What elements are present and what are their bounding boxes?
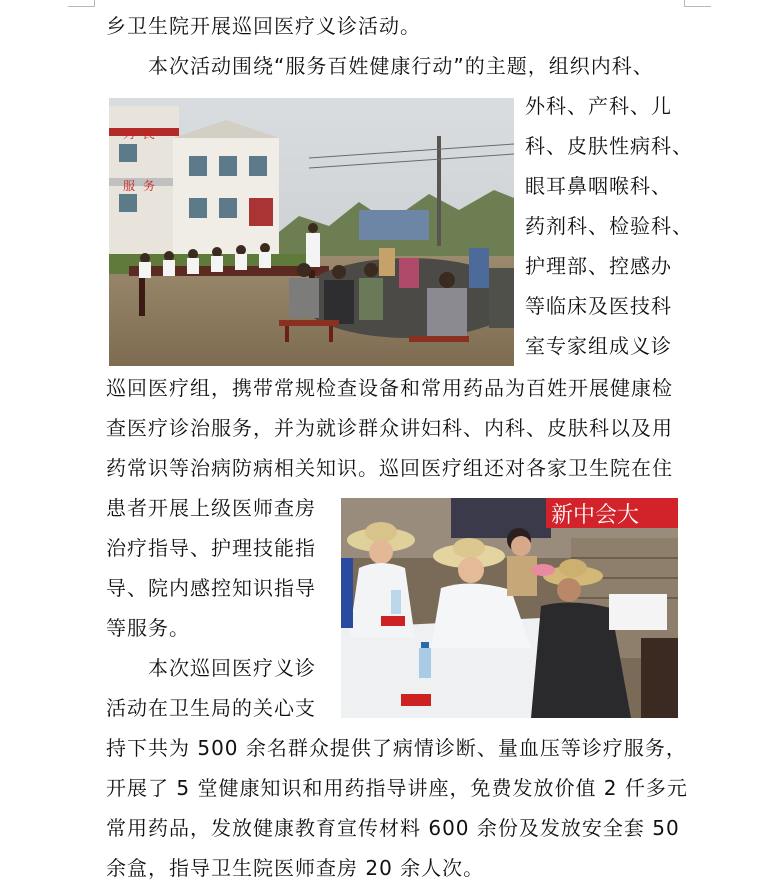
doctor-consultation-photo — [341, 498, 678, 718]
paragraph-line: 等服务。 — [106, 616, 190, 640]
paragraph-line: 导、院内感控知识指导 — [106, 576, 316, 600]
sign-char-4: 务 — [143, 179, 156, 193]
paragraph-line: 持下共为 500 余名群众提供了病情诊断、量血压等诊疗服务， — [106, 736, 687, 760]
paragraph-line: 本次活动围绕“服务百姓健康行动”的主题，组织内科、 — [148, 54, 654, 78]
paragraph-line: 患者开展上级医师查房 — [106, 496, 316, 520]
paragraph-line: 治疗指导、护理技能指 — [106, 536, 316, 560]
paragraph-line: 室专家组成义诊 — [525, 334, 672, 358]
paragraph-line: 乡卫生院开展巡回医疗义诊活动。 — [106, 14, 421, 38]
paragraph-line: 药常识等治病防病相关知识。巡回医疗组还对各家卫生院在住 — [106, 456, 673, 480]
clinic-outdoor-photo — [109, 98, 514, 366]
paragraph-line: 活动在卫生局的关心支 — [106, 696, 316, 720]
paragraph-line: 常用药品，发放健康教育宣传材料 600 余份及发放安全套 50 — [106, 816, 680, 840]
paragraph-line: 外科、产科、儿 — [525, 94, 672, 118]
paragraph-line: 眼耳鼻咽喉科、 — [525, 174, 672, 198]
paragraph-line: 本次巡回医疗义诊 — [148, 656, 316, 680]
page-corner-mark-right — [684, 0, 711, 7]
paragraph-line: 等临床及医技科 — [525, 294, 672, 318]
paragraph-line: 巡回医疗组，携带常规检查设备和常用药品为百姓开展健康检 — [106, 376, 673, 400]
paragraph-line: 查医疗诊治服务，并为就诊群众讲妇科、内科、皮肤科以及用 — [106, 416, 673, 440]
paragraph-line: 科、皮肤性病科、 — [525, 134, 693, 158]
sign-char-2: 民 — [143, 127, 156, 141]
sign-char-1: 为 — [123, 127, 136, 141]
page-corner-mark-left — [68, 0, 95, 7]
red-banner-text: 新中会大 — [551, 503, 640, 528]
paragraph-line: 药剂科、检验科、 — [525, 214, 693, 238]
paragraph-line: 余盒，指导卫生院医师查房 20 余人次。 — [106, 856, 485, 880]
paragraph-line: 开展了 5 堂健康知识和用药指导讲座，免费发放价值 2 仟多元 — [106, 776, 688, 800]
paragraph-line: 护理部、控感办 — [525, 254, 672, 278]
sign-char-3: 服 — [123, 179, 136, 193]
